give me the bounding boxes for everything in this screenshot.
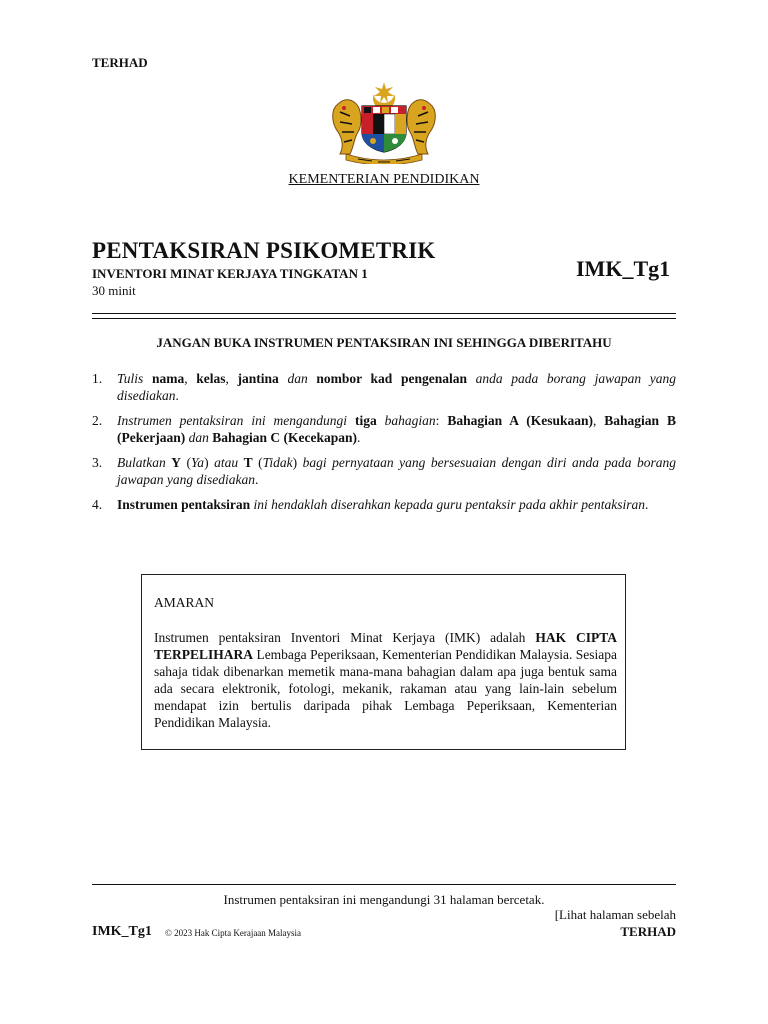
instruction-text-part: ) — [292, 455, 303, 470]
instruction-text-part: ini hendaklah diserahkan kepada guru pentaksir pada akhir pentaksiran — [250, 497, 645, 512]
instruction-text-part: , — [184, 371, 197, 386]
instruction-text-part: nombor kad pengenalan — [316, 371, 467, 386]
instruction-text-part: . — [255, 472, 259, 487]
header-rule-top — [92, 313, 676, 314]
instruction-text-part: Y — [171, 455, 182, 470]
instructions-list — [92, 370, 676, 521]
warning-text-end: Lembaga Peperiksaan, Kementerian Pendidikan Malaysia. Sesiapa sahaja tidak dibenarkan memetik mana-mana bahagian dalam apa juga bentuk sama ada secara elektronik, fotologi, mekanik, rakaman atau yang lain-lain sebelum mendapat izin bertulis daripada pihak Lembaga Peperiksaan, Kementerian Pendidikan Malaysia. — [154, 647, 617, 730]
instruction-text-part: ) — [204, 455, 215, 470]
instruction-text-part: kelas — [196, 371, 226, 386]
instruction-text — [117, 496, 676, 513]
instruction-text-part: tiga — [354, 413, 377, 428]
instruction-text-part: Bahagian B (Pekerjaan) — [117, 413, 677, 445]
instruction-text-part: dan — [278, 371, 317, 386]
instruction-text-part: . — [644, 497, 649, 512]
instruction-text-part: Bahagian C (Kecekapan) — [212, 430, 357, 445]
instruction-text — [117, 412, 676, 446]
instruction-text-part: ( — [181, 455, 192, 470]
instruction-item — [92, 496, 676, 513]
instruction-text-part: Ya — [191, 455, 205, 470]
page-count: Instrumen pentaksiran ini mengandungi 31 halaman bercetak. — [223, 892, 545, 907]
ministry-name: KEMENTERIAN PENDIDIKAN — [288, 172, 480, 187]
instruction-number: 3. — [92, 455, 103, 470]
instruction-item — [92, 370, 676, 404]
instruction-text-part: dan — [185, 430, 213, 445]
instruction-item — [92, 412, 676, 446]
instruction-text-part: ( — [252, 455, 263, 470]
instruction-text-part: Instrumen pentaksiran — [117, 497, 251, 512]
instruction-text-part: Tulis — [117, 371, 152, 386]
coat-of-arms-logo — [328, 80, 440, 164]
instruction-text-part: atau — [214, 455, 244, 470]
instruction-text-part: Instrumen pentaksiran ini mengandungi — [117, 413, 355, 428]
instruction-text-part: : — [435, 413, 448, 428]
document-subtitle: INVENTORI MINAT KERJAYA TINGKATAN 1 — [92, 266, 368, 281]
instruction-number: 1. — [92, 371, 103, 386]
header-rule-bottom — [92, 318, 676, 319]
instruction-text-part: . — [357, 430, 361, 445]
classification-bottom: TERHAD — [620, 924, 676, 939]
do-not-open-notice: JANGAN BUKA INSTRUMEN PENTAKSIRAN INI SEHINGGA DIBERITAHU — [156, 335, 612, 350]
warning-text — [154, 629, 617, 731]
copyright-notice: HAK CIPTA TERPELIHARA — [154, 630, 617, 662]
instruction-text-part: , — [225, 371, 238, 386]
instruction-number: 4. — [92, 497, 103, 512]
instruction-text-part: bagi pernyataan yang bersesuaian dengan diri anda pada borang jawapan yang disediakan — [117, 455, 676, 487]
instruction-text-part: Bulatkan — [117, 455, 172, 470]
instruction-text-part: anda pada borang jawapan yang disediakan — [117, 371, 676, 403]
document-title: PENTAKSIRAN PSIKOMETRIK — [92, 238, 436, 263]
warning-title: AMARAN — [154, 595, 215, 610]
instruction-text-part: bahagian — [376, 413, 436, 428]
instrument-code: IMK_Tg1 — [576, 256, 671, 281]
instruction-text — [117, 370, 676, 404]
copyright-line: © 2023 Hak Cipta Kerajaan Malaysia — [165, 928, 302, 938]
instruction-text-part: jantina — [237, 371, 279, 386]
instruction-text-part: T — [243, 455, 253, 470]
instruction-text-part: nama — [151, 371, 185, 386]
next-page-note: [Lihat halaman sebelah — [554, 907, 676, 922]
classification-top: TERHAD — [92, 55, 148, 70]
instruction-text-part: , — [592, 413, 605, 428]
footer-code: IMK_Tg1 — [92, 924, 152, 939]
footer-rule — [92, 884, 676, 885]
instruction-text-part: Bahagian A (Kesukaan) — [447, 413, 593, 428]
instruction-text-part: Tidak — [262, 455, 293, 470]
instruction-text-part: . — [175, 388, 179, 403]
instruction-text — [117, 454, 676, 488]
warning-text-start: Instrumen pentaksiran Inventori Minat Kerjaya (IMK) adalah — [154, 630, 536, 645]
duration: 30 minit — [92, 283, 136, 298]
instruction-item — [92, 454, 676, 488]
warning-box — [141, 574, 626, 750]
instruction-number: 2. — [92, 413, 103, 428]
